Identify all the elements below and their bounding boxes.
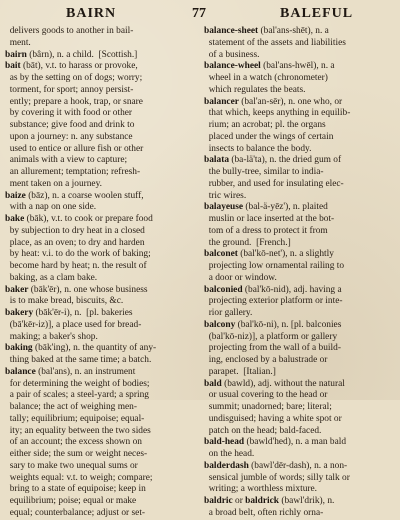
definition-line <box>204 508 398 520</box>
definition-line <box>5 97 198 109</box>
entry-text: rubber, and used for insulating elec- <box>204 178 344 189</box>
entry-text: substance; give food and drink to <box>5 120 135 130</box>
entry-text: sary to make two unequal sums or <box>5 460 138 471</box>
entry-text: (bawld'hed), n. a man bald <box>244 437 347 448</box>
entry-text: by covering it with food or other <box>5 108 133 119</box>
entry-text: which regulates the beats. <box>204 84 306 95</box>
entry-text: parapet. [Italian.] <box>204 366 276 377</box>
entry-text: used to entice or allure fish or other <box>5 143 144 154</box>
headword: balconied <box>204 284 243 295</box>
definition-line <box>204 355 398 367</box>
entry-text: tally; equilibrium; equipoise; equal- <box>5 413 145 424</box>
entry-text: ment taken on a journey. <box>5 178 103 189</box>
entry-text: (bawl'dēr-dash), n. a non- <box>248 460 348 471</box>
entry-text: wheel in a watch (chronometer) <box>204 73 328 83</box>
entry-text: become hard by heat; n. the result of <box>5 261 147 271</box>
entry-text: torment, for sport; annoy persist- <box>5 84 134 95</box>
definition-line <box>5 508 198 520</box>
entry-text: either side; the sum or weight neces- <box>5 449 148 459</box>
headword: bairn <box>5 49 27 60</box>
dictionary-entry-line <box>5 308 198 320</box>
headword: balata <box>204 155 230 166</box>
entry-text: (bal'kō-ni), n. [pl. balconies <box>235 319 342 330</box>
entry-text: tom of a dress to protect it from <box>204 225 328 236</box>
entry-text: (bal'kō-net'), n. a slightly <box>237 249 334 260</box>
definition-line <box>204 402 398 414</box>
entry-text: ment. <box>5 37 31 48</box>
definition-line <box>5 355 198 367</box>
definition-line <box>5 449 198 461</box>
entry-text: place, as an oven; to dry and harden <box>5 237 145 248</box>
dictionary-entry-line <box>204 437 398 449</box>
definition-line <box>5 238 198 250</box>
dictionary-entry-line <box>204 202 398 214</box>
definition-line <box>5 437 198 449</box>
entry-text: (bāk), v.t. to cook or prepare food <box>24 214 153 224</box>
definition-line <box>204 367 398 379</box>
definition-line <box>204 38 398 50</box>
entry-text: baking, as a clam bake. <box>5 272 98 283</box>
definition-line <box>5 484 198 496</box>
entry-text: by heat: v.i. to do the work of baking; <box>5 249 151 260</box>
entry-text: (bāt), v.t. to harass or provoke, <box>20 61 138 72</box>
definition-line <box>204 296 398 308</box>
entry-text: undisguised; having a white spot or <box>204 413 342 424</box>
entry-text: is to make bread, biscuits, &c. <box>5 296 124 307</box>
entry-text: as by the setting on of dogs; worry; <box>5 73 143 83</box>
entry-text: equilibrium; poise; equal or make <box>5 496 137 506</box>
entry-text: equal; counterbalance; adjust or set- <box>5 507 146 518</box>
headword: baking <box>5 343 33 354</box>
entry-text: ently; prepare a hook, trap, or snare <box>5 96 143 107</box>
entry-text: tric wires. <box>204 190 247 201</box>
entry-text: balance; the act of weighing men- <box>5 402 137 412</box>
entry-text: writing; a worthless mixture. <box>204 484 318 495</box>
definition-line <box>5 155 198 167</box>
entry-text: animals with a view to capture; <box>5 155 128 166</box>
definition-line <box>204 73 398 85</box>
headword: balcony <box>204 319 236 330</box>
headword: balance-wheel <box>204 61 261 72</box>
definition-line <box>204 132 398 144</box>
headword: balance <box>5 366 36 377</box>
definition-line <box>5 144 198 156</box>
definition-line <box>204 214 398 226</box>
definition-line <box>204 238 398 250</box>
dictionary-entry-line <box>204 26 398 38</box>
definition-line <box>5 261 198 273</box>
dictionary-entry-line <box>204 379 398 391</box>
definition-line <box>204 426 398 438</box>
entry-text: (bawld), adj. without the natural <box>221 378 345 389</box>
left-column <box>5 26 198 520</box>
dictionary-entry-line <box>5 50 198 62</box>
dictionary-entry-line <box>204 249 398 261</box>
entry-text: that which, keeps anything in equilib- <box>204 108 351 119</box>
entry-text: of an account; the excess shown on <box>5 437 142 448</box>
entry-text: rior gallery. <box>204 308 253 318</box>
dictionary-entry-line <box>204 155 398 167</box>
definition-line <box>204 50 398 62</box>
entry-text: the ground. [French.] <box>204 237 291 248</box>
dictionary-entry-line <box>5 214 198 226</box>
dictionary-entry-line <box>5 285 198 297</box>
headword: baldrick <box>245 496 280 506</box>
entry-text: rium; an acrobat; pl. the organs <box>204 120 326 130</box>
running-header <box>0 0 400 26</box>
definition-line <box>204 308 398 320</box>
entry-text: thing baked at the same time; a batch. <box>5 355 152 365</box>
definition-line <box>204 191 398 203</box>
entry-text: delivers goods to another in bail- <box>5 26 134 36</box>
definition-line <box>5 108 198 120</box>
headword: bakery <box>5 308 34 318</box>
definition-line <box>5 132 198 144</box>
definition-line <box>204 179 398 191</box>
definition-line <box>5 38 198 50</box>
entry-text: (bal'ans), n. an instrument <box>35 366 136 377</box>
entry-text: projecting low ornamental railing to <box>204 261 345 271</box>
definition-line <box>204 167 398 179</box>
entry-text: on the head. <box>204 449 255 459</box>
headword: bald <box>204 378 222 389</box>
headword: balance-sheet <box>204 26 259 36</box>
entry-text: projecting from the wall of a build- <box>204 343 341 354</box>
dictionary-entry-line <box>204 97 398 109</box>
definition-line <box>204 85 398 97</box>
definition-line <box>5 426 198 438</box>
entry-text: (bā'kēr-iz)], a place used for bread- <box>5 319 142 330</box>
entry-text: (bāk'ēr), n. one whose business <box>28 284 148 295</box>
definition-line <box>204 226 398 238</box>
definition-line <box>5 167 198 179</box>
definition-line <box>5 249 198 261</box>
entry-text: a pair of scales; a steel-yard; a spring <box>5 390 149 401</box>
entry-text: of a business. <box>204 49 260 60</box>
right-column <box>204 26 398 520</box>
dictionary-entry-line <box>5 343 198 355</box>
definition-line <box>5 473 198 485</box>
entry-text: the bully-tree, similar to india- <box>204 167 324 177</box>
headword: balderdash <box>204 460 249 471</box>
headword: balconet <box>204 249 238 260</box>
headword: bake <box>5 214 25 224</box>
dictionary-entry-line <box>204 61 398 73</box>
entry-text: or <box>232 496 246 506</box>
page-number: 77 <box>192 6 206 21</box>
entry-text: bring to a state of equipoise; keep in <box>5 484 146 495</box>
entry-text: (ba-lä'ta), n. the dried gum of <box>229 155 342 166</box>
definition-line <box>5 179 198 191</box>
dictionary-entry-line <box>204 285 398 297</box>
headword: bald-head <box>204 437 245 448</box>
entry-text: projecting exterior platform or inte- <box>204 296 343 307</box>
dictionary-entry-line <box>204 320 398 332</box>
entry-text: sensical jumble of words; silly talk or <box>204 472 350 483</box>
dictionary-entry-line <box>204 496 398 508</box>
headword: baize <box>5 190 26 201</box>
dictionary-entry-line <box>5 191 198 203</box>
definition-line <box>5 85 198 97</box>
entry-text: (bal'kō-nid), adj. having a <box>242 284 342 295</box>
definition-line <box>5 414 198 426</box>
dictionary-entry-line <box>204 461 398 473</box>
definition-line <box>5 73 198 85</box>
definition-line <box>5 320 198 332</box>
entry-text: ity; an equality between the two sides <box>5 425 151 436</box>
dictionary-entry-line <box>5 61 198 73</box>
entry-text: making; a baker's shop. <box>5 331 98 342</box>
definition-line <box>5 202 198 214</box>
entry-text: a broad belt, often richly orna- <box>204 507 324 518</box>
definition-line <box>204 390 398 402</box>
entry-text: (bāk'ing), n. the quantity of any- <box>32 343 157 354</box>
entry-text: weights equal: v.t. to weigh; compare; <box>5 472 153 483</box>
definition-line <box>204 144 398 156</box>
entry-text: (bāz), n. a coarse woolen stuff, <box>25 190 144 201</box>
entry-text: (bal'ans-hwēl), n. a <box>260 61 335 72</box>
entry-text: muslin or lace inserted at the bot- <box>204 214 335 224</box>
definition-line <box>204 473 398 485</box>
entry-text: by subjection to dry heat in a closed <box>5 225 145 236</box>
entry-text: statement of the assets and liabilities <box>204 37 346 48</box>
definition-line <box>204 449 398 461</box>
entry-text: an allurement; temptation; refresh- <box>5 167 141 177</box>
definition-line <box>204 332 398 344</box>
definition-line <box>5 496 198 508</box>
definition-line <box>5 120 198 132</box>
definition-line <box>5 390 198 402</box>
definition-line <box>5 226 198 238</box>
right-guide-word: BALEFUL <box>280 6 354 21</box>
definition-line <box>204 273 398 285</box>
entry-text: or usual covering to the head or <box>204 390 328 401</box>
entry-text: (bal'kō-niz)], a platform or gallery <box>204 331 338 342</box>
definition-line <box>204 261 398 273</box>
definition-line <box>5 26 198 38</box>
entry-text: (bāk'ēr-i), n. [pl. bakeries <box>33 308 133 318</box>
entry-text: upon a journey: n. any substance <box>5 131 133 142</box>
entry-text: summit; unadorned; bare; literal; <box>204 402 332 412</box>
definition-line <box>5 296 198 308</box>
entry-text: placed under the wings of certain <box>204 131 334 142</box>
entry-text: (bârn), n. a child. [Scottish.] <box>26 49 138 60</box>
definition-line <box>5 332 198 344</box>
headword: baker <box>5 284 29 295</box>
headword: bait <box>5 61 21 72</box>
entry-text: ing, enclosed by a balustrade or <box>204 355 328 365</box>
headword: balancer <box>204 96 239 107</box>
left-guide-word: BAIRN <box>66 6 117 21</box>
definition-line <box>204 343 398 355</box>
entry-text: a door or window. <box>204 272 277 283</box>
definition-line <box>5 461 198 473</box>
definition-line <box>5 273 198 285</box>
entry-text: patch on the head; bald-faced. <box>204 425 322 436</box>
definition-line <box>5 402 198 414</box>
definition-line <box>5 379 198 391</box>
definition-line <box>204 414 398 426</box>
headword: balayeuse <box>204 202 244 213</box>
headword: baldric <box>204 496 233 506</box>
entry-text: insects to balance the body. <box>204 143 312 154</box>
entry-text: (bal'ans-shēt), n. a <box>258 26 329 36</box>
entry-text: (bawl'drik), n. <box>279 496 335 506</box>
entry-text: (bal'an-sēr), n. one who, or <box>238 96 343 107</box>
dictionary-entry-line <box>5 367 198 379</box>
definition-line <box>204 484 398 496</box>
definition-line <box>204 120 398 132</box>
entry-text: (bal-ä-yēz'), n. plaited <box>243 202 328 213</box>
entry-text: for determining the weight of bodies; <box>5 378 150 389</box>
entry-text: with a nap on one side. <box>5 202 97 213</box>
definition-line <box>204 108 398 120</box>
